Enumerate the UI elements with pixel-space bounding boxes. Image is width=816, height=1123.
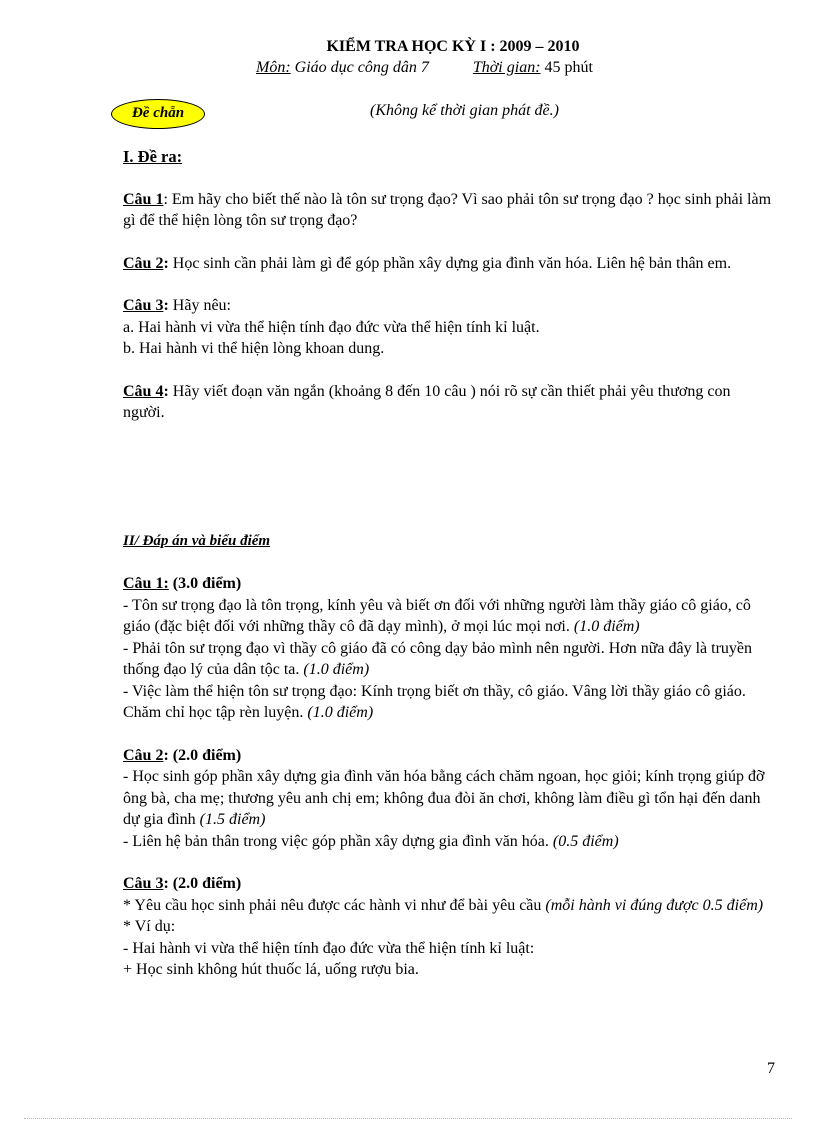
- answer-1-line-2: [123, 638, 773, 681]
- question-3b: b. Hai hành vi thể hiện lòng khoan dung.: [123, 340, 385, 357]
- time-note: (Không kể thời gian phát đề.): [370, 102, 559, 119]
- answer-1-label: Câu 1:: [123, 575, 169, 592]
- answer-1-points: (3.0 điểm): [168, 575, 242, 592]
- section-answers-heading: II/ Đáp án và biểu điểm: [123, 532, 271, 549]
- question-3a: a. Hai hành vi vừa thể hiện tính đạo đức vừa thể hiện tính kỉ luật.: [123, 318, 540, 336]
- question-4-text: Hãy viết đoạn văn ngắn (khoảng 8 đến 10 câu ) nói rõ sự cần thiết phải yêu thương con người.: [123, 382, 731, 421]
- question-3-colon: :: [163, 297, 169, 314]
- answer-2-label: Câu 2: [123, 746, 164, 764]
- question-3-label: Câu 3: [123, 297, 164, 314]
- answer-1-line-3: [123, 681, 773, 724]
- answer-1-line-2-text: - Phải tôn sư trọng đạo vì thầy cô giáo đã có công dạy bảo mình nên người. Hơn nữa đây là truyền thống đạo lý của dân tộc ta.: [123, 639, 753, 678]
- question-2: [123, 253, 773, 275]
- exam-subtitle: [256, 59, 593, 77]
- answer-3-points: : (2.0 điểm): [163, 875, 242, 892]
- exam-content: [123, 146, 773, 981]
- answer-2-line-2-text: - Liên hệ bản thân trong việc góp phần xây dựng gia đình văn hóa.: [123, 832, 553, 850]
- answer-3-line-1-points: (mỗi hành vi đúng được 0.5 điểm): [545, 896, 764, 914]
- answer-1-line-2-points: (1.0 điểm): [303, 661, 370, 678]
- question-4-colon: :: [163, 382, 169, 400]
- question-2-colon: :: [163, 254, 169, 272]
- answer-1-line-3-points: (1.0 điểm): [307, 704, 374, 721]
- question-4-label: Câu 4: [123, 382, 164, 400]
- answer-2-line-1-text: - Học sinh góp phần xây dựng gia đình văn hóa bằng cách chăm ngoan, học giỏi; kính trọng giúp đỡ ông bà, cha mẹ; thương yêu anh chị em; không đua đòi ăn chơi, không làm điều gì tổn hại đến danh dự gia đình: [123, 768, 765, 828]
- page-bottom-divider: [24, 1118, 792, 1119]
- answer-1-header: [123, 573, 773, 595]
- answer-2-line-2-points: (0.5 điểm): [552, 832, 619, 850]
- time-label: Thời gian:: [472, 59, 541, 76]
- exam-version-badge: Đề chẵn: [111, 99, 205, 129]
- answer-2-header: [123, 745, 773, 767]
- answer-3-line-2: * Ví dụ:: [123, 918, 176, 935]
- answer-3-line-1: [123, 895, 773, 917]
- answer-3-line-3: - Hai hành vi vừa thể hiện tính đạo đức vừa thể hiện tính kỉ luật:: [123, 939, 535, 957]
- time-value: 45 phút: [540, 59, 593, 76]
- subject-label: Môn:: [256, 59, 291, 76]
- question-1-label: Câu 1: [123, 190, 164, 208]
- question-3-text: Hãy nêu:: [168, 297, 231, 314]
- answer-1-line-1-points: (1.0 điểm): [573, 618, 640, 635]
- answer-3-line-4: + Học sinh không hút thuốc lá, uống rượu bia.: [123, 961, 419, 978]
- answer-2-line-1: [123, 766, 773, 831]
- question-2-text: Học sinh cần phải làm gì để góp phần xây dựng gia đình văn hóa. Liên hệ bản thân em.: [168, 254, 732, 272]
- question-1: [123, 189, 773, 232]
- page-number: 7: [767, 1060, 775, 1077]
- answer-1-line-1: [123, 595, 773, 638]
- question-3: [123, 295, 773, 317]
- question-1-text: : Em hãy cho biết thế nào là tôn sư trọng đạo? Vì sao phải tôn sư trọng đạo ? học sinh phải làm gì để thể hiện lòng tôn sư trọng đạo?: [123, 190, 772, 229]
- answer-2-line-2: [123, 831, 773, 853]
- question-4: [123, 381, 773, 424]
- question-2-label: Câu 2: [123, 254, 164, 272]
- answer-3-line-1-text: * Yêu cầu học sinh phải nêu được các hành vi như để bài yêu cầu: [123, 896, 546, 914]
- answer-3-label: Câu 3: [123, 875, 164, 892]
- answer-2-points: : (2.0 điểm): [163, 746, 242, 764]
- answer-2-line-1-points: (1.5 điểm): [199, 811, 266, 828]
- answer-3-header: [123, 873, 773, 895]
- exam-title: KIỂM TRA HỌC KỲ I : 2009 – 2010: [326, 38, 580, 55]
- answer-1-line-3-text: - Việc làm thể hiện tôn sư trọng đạo: Kính trọng biết ơn thầy, cô giáo. Vâng lời thầy giáo cô giáo. Chăm chỉ học tập rèn luyện.: [123, 682, 746, 721]
- section-questions-heading: I. Đề ra:: [123, 147, 183, 166]
- answer-1-line-1-text: - Tôn sư trọng đạo là tôn trọng, kính yêu và biết ơn đối với những người làm thầy giáo cô giáo, cô giáo (đặc biệt đối với những thầy cô đã dạy mình), ở mọi lúc mọi nơi.: [123, 596, 751, 635]
- subject-value: Giáo dục công dân 7: [290, 59, 429, 76]
